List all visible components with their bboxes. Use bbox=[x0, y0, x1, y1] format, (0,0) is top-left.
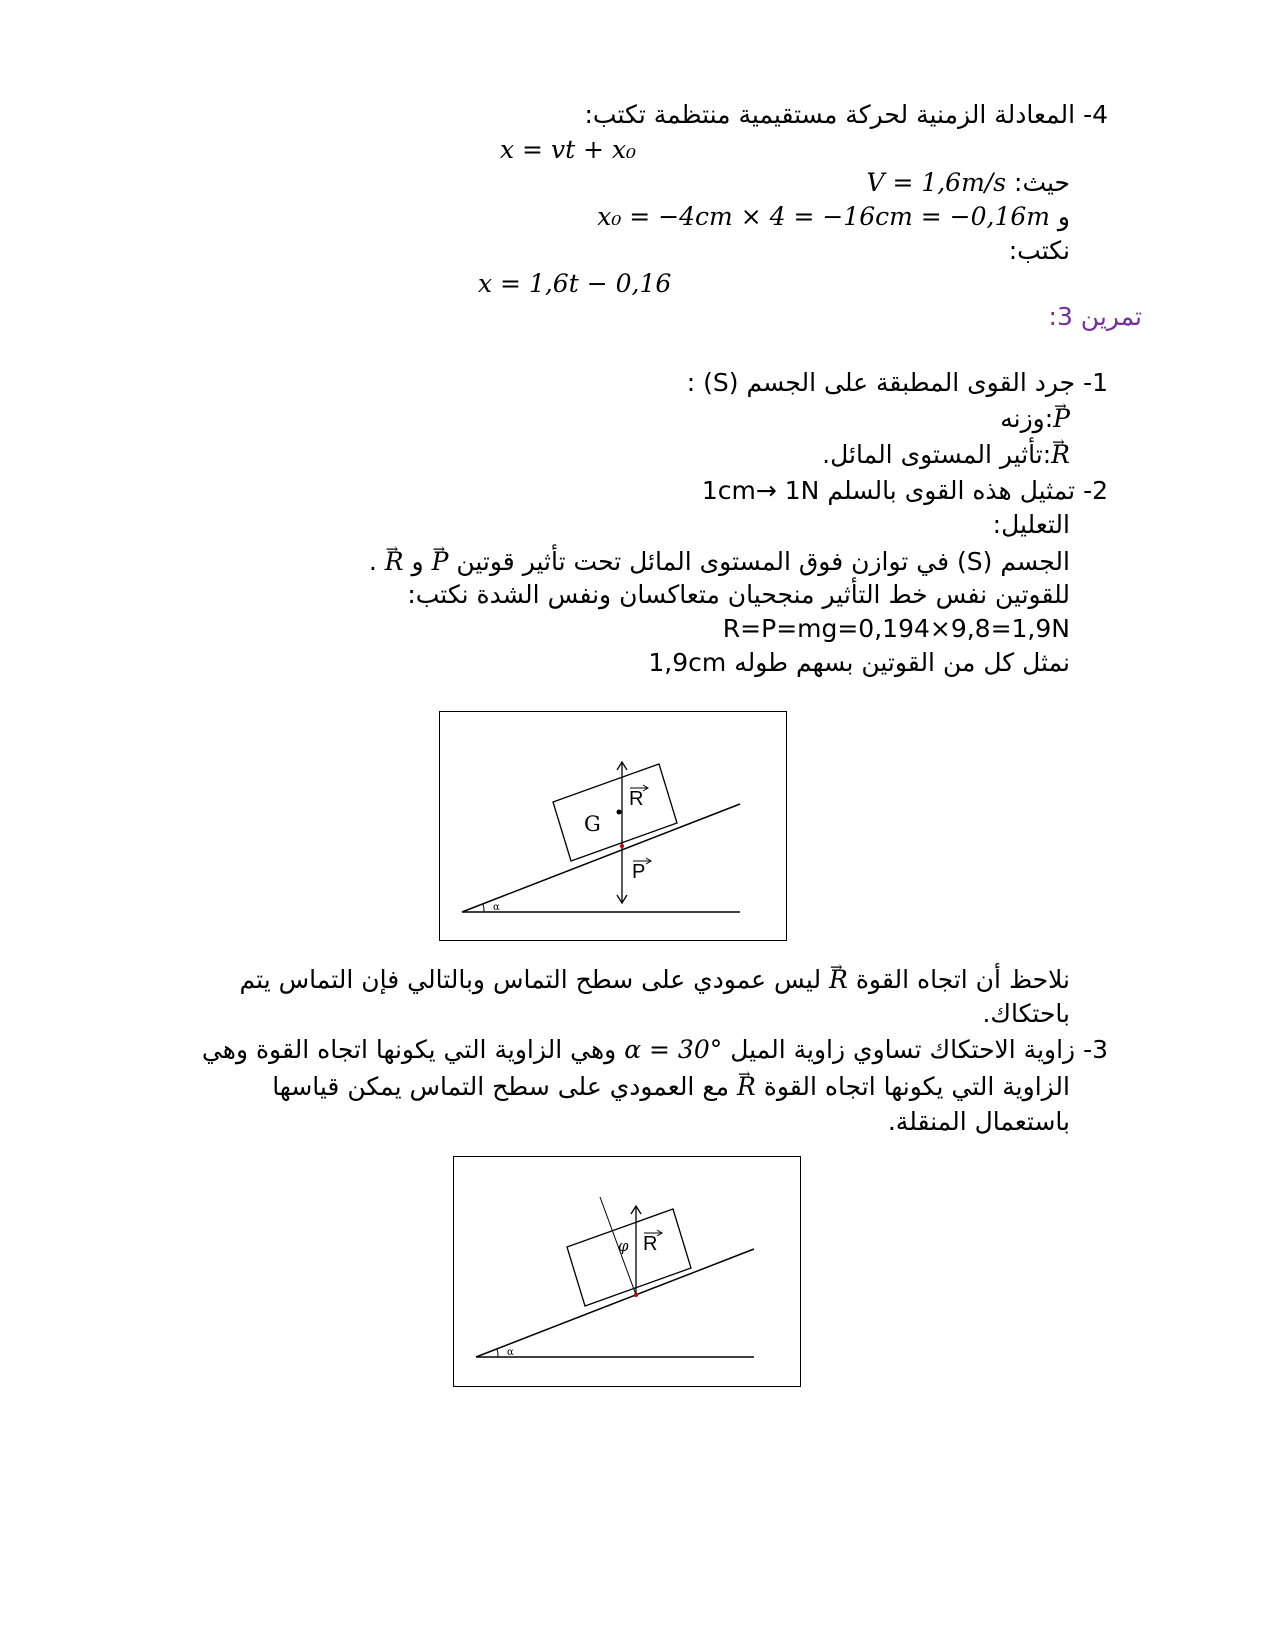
p-label: P bbox=[632, 861, 646, 883]
body-line-2: للقوتين نفس خط التأثير منجحيان متعاكسان ونفس الشدة نكتب: bbox=[407, 580, 1070, 609]
body-line-1 bbox=[369, 545, 1070, 579]
figure2-svg bbox=[454, 1157, 800, 1386]
angle-arc bbox=[497, 1349, 498, 1357]
force-p-text: :وزنه bbox=[1000, 404, 1054, 433]
figure-inclined-plane-1 bbox=[439, 711, 787, 941]
body-line-4: نمثل كل من القوتين بسهم طوله 1,9cm bbox=[648, 648, 1070, 677]
q3-line-3: باستعمال المنقلة. bbox=[887, 1107, 1070, 1136]
note-line-2: باحتكاك. bbox=[982, 999, 1070, 1028]
write-label: نكتب: bbox=[1008, 236, 1070, 265]
q2-line bbox=[702, 474, 1108, 508]
q2-text: 2- تمثيل هذه القوى بالسلم bbox=[827, 476, 1108, 505]
angle-arc bbox=[483, 904, 484, 912]
x0-line bbox=[597, 200, 1070, 234]
vector-r-note: → R bbox=[829, 963, 848, 997]
vector-p-inline: → P bbox=[432, 545, 449, 579]
x0-equation: x₀ = −4cm × 4 = −16cm = −0,16m bbox=[597, 202, 1050, 231]
force-r-line bbox=[822, 438, 1070, 472]
where-label: حيث: bbox=[1014, 168, 1070, 197]
alpha-label: α bbox=[493, 902, 500, 913]
q3-line-1 bbox=[202, 1033, 1108, 1067]
note-line-1 bbox=[240, 963, 1070, 997]
block-s bbox=[567, 1209, 691, 1306]
alpha-label: α bbox=[507, 1347, 514, 1358]
where-line bbox=[866, 166, 1070, 200]
contact-point bbox=[620, 844, 624, 848]
q3-line-2-start: الزاوية التي يكونها اتجاه القوة bbox=[763, 1072, 1070, 1101]
vector-p-symbol: → P bbox=[1053, 402, 1070, 436]
r-label: R bbox=[629, 788, 644, 810]
justification-label: التعليل: bbox=[992, 510, 1070, 539]
center-of-gravity-point bbox=[617, 810, 622, 815]
contact-point bbox=[634, 1293, 638, 1297]
alpha-equation: α = 30° bbox=[624, 1035, 723, 1064]
r-label: R bbox=[643, 1233, 658, 1255]
vector-r-q3: → R bbox=[737, 1070, 756, 1104]
g-label: G bbox=[584, 812, 601, 836]
exercise-title: تمرين 3: bbox=[1048, 302, 1142, 331]
q3-line-2-end: مع العمودي على سطح التماس يمكن قياسها bbox=[272, 1072, 730, 1101]
vector-r-symbol: → R bbox=[1051, 438, 1070, 472]
equation-motion: x = vt + x₀ bbox=[500, 135, 637, 164]
force-r-text: :تأثير المستوى المائل. bbox=[822, 440, 1052, 469]
figure-inclined-plane-2 bbox=[453, 1156, 801, 1387]
body-line-3: R=P=mg=0,194×9,8=1,9N bbox=[722, 614, 1070, 643]
q3-line-2 bbox=[272, 1070, 1070, 1104]
and-label: و bbox=[1057, 202, 1070, 231]
vector-r-inline: → R bbox=[385, 545, 404, 579]
note-line-1-start: نلاحظ أن اتجاه القوة bbox=[855, 965, 1070, 994]
figure1-svg bbox=[440, 712, 786, 940]
phi-label: φ bbox=[618, 1237, 629, 1255]
and-word: و bbox=[411, 547, 424, 576]
q1-line: 1- جرد القوى المطبقة على الجسم (S) : bbox=[686, 368, 1108, 397]
part4-line1: 4- المعادلة الزمنية لحركة مستقيمية منتظمة تكتب: bbox=[584, 100, 1108, 129]
q3-line-1-start: 3- زاوية الاحتكاك تساوي زاوية الميل bbox=[730, 1035, 1108, 1064]
period: . bbox=[368, 547, 377, 576]
block-s bbox=[553, 764, 677, 861]
velocity-equation: V = 1,6m/s bbox=[866, 168, 1007, 197]
body-line-1-text: الجسم (S) في توازن فوق المستوى المائل تحت تأثير قوتين bbox=[456, 547, 1070, 576]
scale-text: 1cm→ 1N bbox=[701, 476, 820, 505]
final-equation: x = 1,6t − 0,16 bbox=[478, 269, 672, 298]
note-line-1-end: ليس عمودي على سطح التماس وبالتالي فإن التماس يتم bbox=[239, 965, 822, 994]
q3-line-1-end: وهي الزاوية التي يكونها اتجاه القوة وهي bbox=[201, 1035, 617, 1064]
